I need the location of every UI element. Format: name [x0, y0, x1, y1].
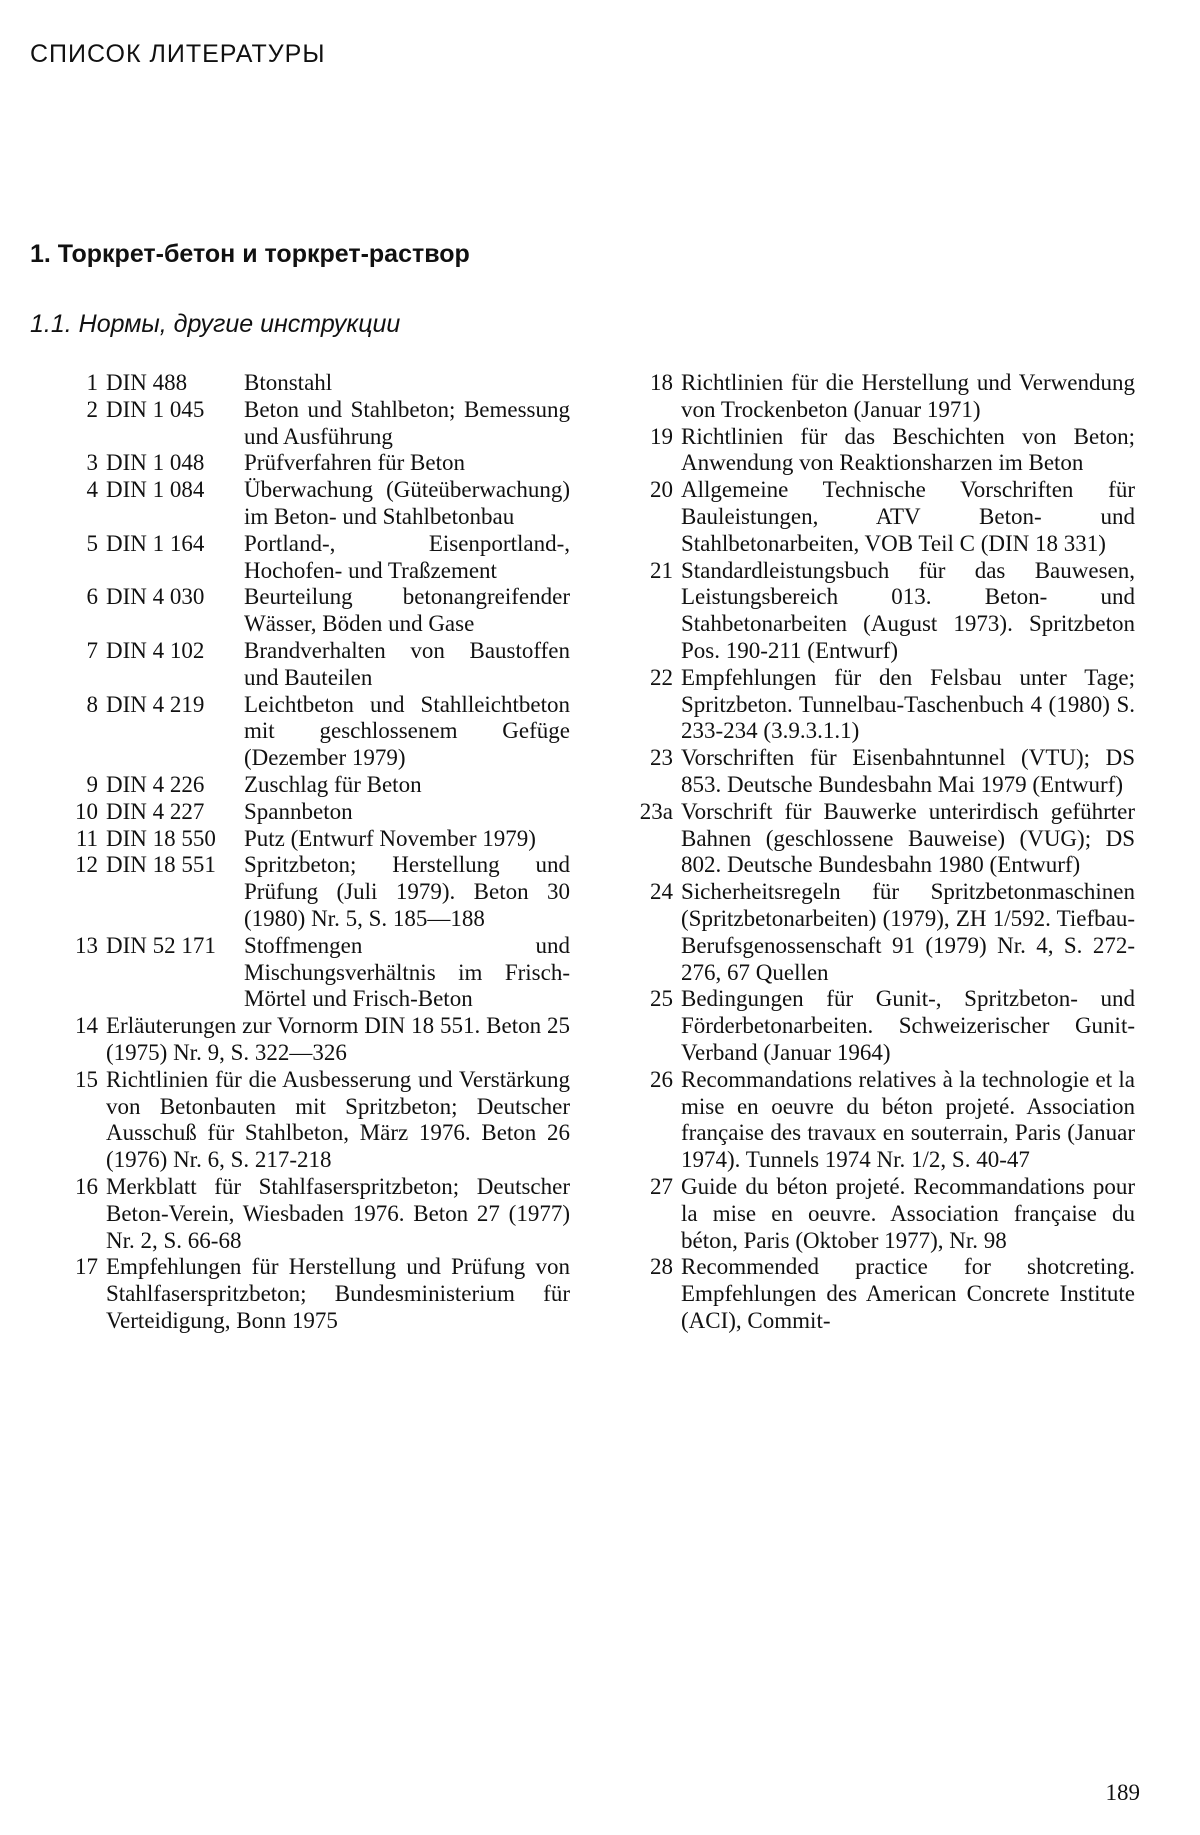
reference-number: 2 [86, 396, 98, 422]
left-column [50, 370, 570, 1335]
din-code: DIN 4 219 [106, 691, 205, 717]
reference-number: 3 [86, 450, 98, 476]
reference-entry [50, 1174, 570, 1254]
reference-number: 6 [86, 584, 98, 610]
section-title: 1. Торкрет-бетон и торкрет-раствор [30, 240, 470, 268]
reference-text: Merkblatt für Stahlfaserspritzbeton; Deutscher Beton-Verein, Wiesbaden 1976. Beton 27 (1977) Nr. 2, S. 66-68 [106, 1173, 570, 1253]
reference-number: 15 [75, 1066, 98, 1092]
reference-number: 24 [650, 879, 673, 905]
reference-number: 18 [650, 370, 673, 395]
reference-number: 21 [650, 557, 673, 583]
din-code: DIN 1 084 [106, 477, 205, 503]
page-header: СПИСОК ЛИТЕРАТУРЫ [30, 40, 326, 68]
reference-number: 22 [650, 664, 673, 690]
reference-text: Prüfverfahren für Beton [244, 450, 465, 476]
reference-number: 11 [75, 825, 98, 851]
reference-entry [50, 477, 570, 531]
din-code: DIN 4 102 [106, 637, 205, 663]
reference-text: Standardleistungsbuch für das Bauwesen, Leistungsbereich 013. Beton- und Stahbetonarbeiten (August 1973). Spritzbeton Pos. 190-211 (Entwurf) [681, 557, 1135, 663]
subsection-title: 1.1. Нормы, другие инструкции [30, 310, 401, 338]
din-code: DIN 4 226 [106, 771, 205, 797]
reference-entry [625, 799, 1135, 879]
page-number: 189 [1105, 1780, 1140, 1805]
reference-number: 23 [650, 745, 673, 771]
reference-text: Spannbeton [244, 798, 353, 824]
reference-entry [625, 1067, 1135, 1174]
reference-number: 27 [650, 1173, 673, 1199]
reference-number: 13 [75, 932, 98, 958]
reference-text: Btonstahl [244, 370, 333, 395]
reference-entry [50, 1254, 570, 1334]
reference-text: Guide du béton projeté. Recommandations pour la mise en oeuvre. Association française du béton, Paris (Oktober 1977), Nr. 98 [681, 1173, 1135, 1253]
din-code: DIN 18 550 [106, 825, 216, 851]
reference-entry [50, 692, 570, 772]
reference-text: Beurteilung betonangreifender Wässer, Böden und Gase [244, 584, 570, 637]
reference-entry [50, 531, 570, 585]
reference-number: 5 [86, 530, 98, 556]
reference-entry [625, 665, 1135, 745]
reference-entry [625, 558, 1135, 665]
din-code: DIN 4 227 [106, 798, 205, 824]
reference-number: 23a [639, 798, 673, 824]
reference-text: Beton und Stahlbeton; Bemessung und Ausführung [244, 396, 570, 449]
reference-entry [50, 826, 570, 853]
reference-text: Bedingungen für Gunit-, Spritzbeton- und Förderbetonarbeiten. Schweizerischer Gunit-Verband (Januar 1964) [681, 986, 1135, 1065]
reference-entry [625, 986, 1135, 1066]
reference-entry [50, 397, 570, 451]
reference-number: 16 [75, 1173, 98, 1199]
reference-text: Empfehlungen für den Felsbau unter Tage; Spritzbeton. Tunnelbau-Taschenbuch 4 (1980) S. 233-234 (3.9.3.1.1) [681, 664, 1135, 744]
reference-number: 8 [86, 691, 98, 717]
reference-number: 9 [86, 771, 98, 797]
reference-number: 25 [650, 986, 673, 1012]
reference-entry [625, 1174, 1135, 1254]
reference-number: 20 [650, 477, 673, 503]
reference-text: Überwachung (Güteüberwachung) im Beton- und Stahlbetonbau [244, 477, 570, 529]
reference-entry [625, 424, 1135, 478]
reference-number: 19 [650, 423, 673, 449]
reference-text: Allgemeine Technische Vorschriften für Bauleistungen, ATV Beton- und Stahlbetonarbeiten, VOB Teil C (DIN 18 331) [681, 477, 1135, 556]
reference-entry [50, 1013, 570, 1067]
reference-number: 26 [650, 1066, 673, 1092]
reference-number: 10 [75, 798, 98, 824]
reference-entry [625, 370, 1135, 424]
reference-number: 28 [650, 1254, 673, 1280]
reference-text: Putz (Entwurf November 1979) [244, 825, 536, 851]
reference-entry [50, 1067, 570, 1174]
din-code: DIN 4 030 [106, 584, 205, 610]
reference-text: Brandverhalten von Baustoffen und Bauteilen [244, 637, 570, 690]
reference-number: 1 [86, 370, 98, 395]
reference-text: Recommandations relatives à la technologie et la mise en oeuvre du béton projeté. Association française des travaux en souterrain, Paris (Januar 1974). Tunnels 1974 Nr. 1/2, S. 40-47 [681, 1066, 1135, 1173]
reference-number: 14 [75, 1013, 98, 1039]
reference-entry [625, 879, 1135, 986]
reference-entry [50, 584, 570, 638]
reference-entry [50, 799, 570, 826]
reference-text: Stoffmengen und Mischungsverhältnis im Frisch-Mörtel und Frisch-Beton [244, 932, 570, 1012]
reference-entry [50, 933, 570, 1013]
din-code: DIN 52 171 [106, 932, 216, 958]
reference-entry [50, 638, 570, 692]
reference-entry [50, 450, 570, 477]
reference-text: Spritzbeton; Herstellung und Prüfung (Juli 1979). Beton 30 (1980) Nr. 5, S. 185—188 [244, 852, 570, 931]
reference-text: Empfehlungen für Herstellung und Prüfung von Stahlfaserspritzbeton; Bundesministerium für Verteidigung, Bonn 1975 [106, 1254, 570, 1333]
reference-number: 12 [75, 852, 98, 878]
reference-entry [50, 772, 570, 799]
reference-entry [50, 852, 570, 932]
reference-number: 17 [75, 1254, 98, 1280]
reference-text: Sicherheitsregeln für Spritzbetonmaschinen (Spritzbetonarbeiten) (1979), ZH 1/592. Tiefbau-Berufsgenossenschaft 91 (1979) Nr. 4, S. 272-276, 67 Quellen [681, 879, 1135, 985]
reference-text: Vorschrift für Bauwerke unterirdisch geführter Bahnen (geschlossene Bauweise) (VUG); DS 802. Deutsche Bundesbahn 1980 (Entwurf) [681, 798, 1135, 878]
reference-text: Vorschriften für Eisenbahntunnel (VTU); DS 853. Deutsche Bundesbahn Mai 1979 (Entwurf) [681, 745, 1135, 797]
reference-text: Richtlinien für die Ausbesserung und Verstärkung von Betonbauten mit Spritzbeton; Deutscher Ausschuß für Stahlbeton, März 1976. Beton 26 (1976) Nr. 6, S. 217-218 [106, 1066, 570, 1173]
reference-entry [50, 370, 570, 397]
reference-text: Recommended practice for shotcreting. Empfehlungen des American Concrete Institute (ACI), Commit- [681, 1254, 1135, 1333]
din-code: DIN 1 048 [106, 450, 205, 476]
reference-text: Portland-, Eisenportland-, Hochofen- und Traßzement [244, 530, 570, 583]
din-code: DIN 18 551 [106, 852, 216, 878]
reference-entry [625, 1254, 1135, 1334]
right-column [625, 370, 1135, 1335]
reference-entry [625, 745, 1135, 799]
reference-number: 4 [86, 477, 98, 503]
din-code: DIN 488 [106, 370, 188, 395]
reference-number: 7 [86, 637, 98, 663]
reference-text: Leichtbeton und Stahlleichtbeton mit geschlossenem Gefüge (Dezember 1979) [244, 691, 570, 771]
reference-text: Zuschlag für Beton [244, 771, 422, 797]
reference-text: Richtlinien für die Herstellung und Verwendung von Trockenbeton (Januar 1971) [681, 370, 1135, 422]
din-code: DIN 1 164 [106, 530, 205, 556]
reference-entry [625, 477, 1135, 557]
reference-text: Erläuterungen zur Vornorm DIN 18 551. Beton 25 (1975) Nr. 9, S. 322—326 [106, 1013, 570, 1065]
reference-text: Richtlinien für das Beschichten von Beton; Anwendung von Reaktionsharzen im Beton [681, 423, 1135, 476]
din-code: DIN 1 045 [106, 396, 205, 422]
